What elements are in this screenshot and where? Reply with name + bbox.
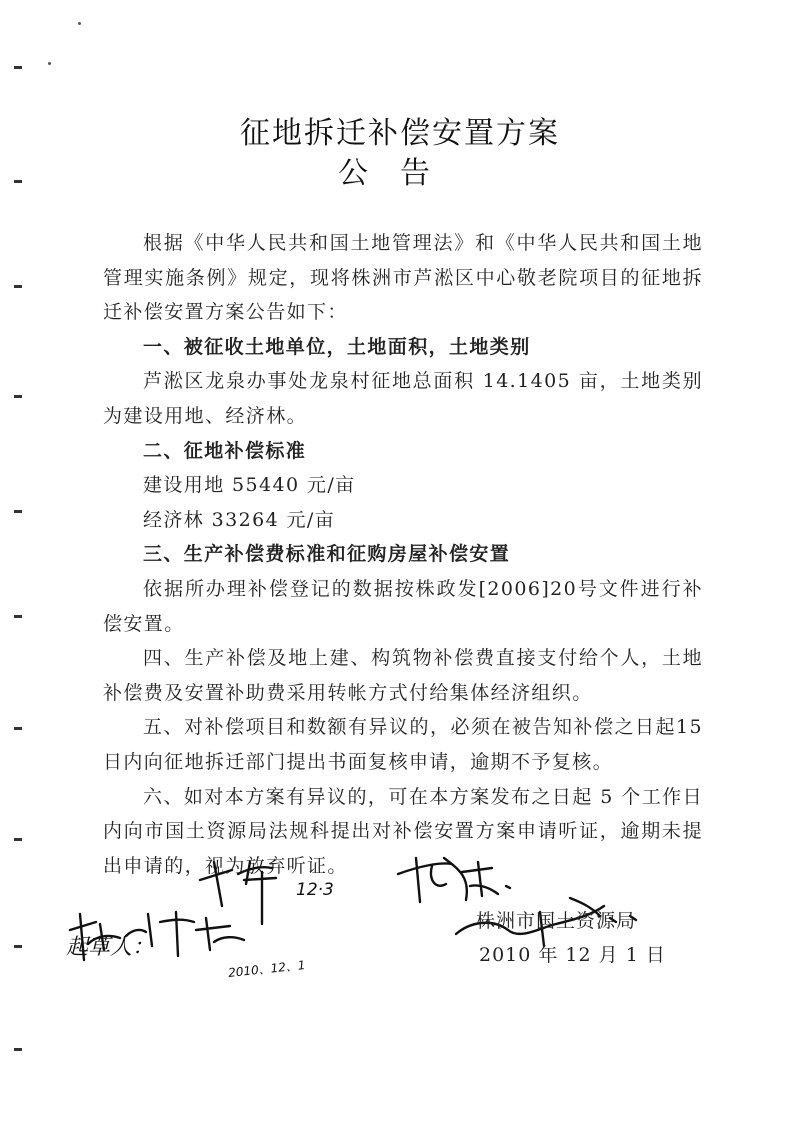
handwritten-note-date: 12·3 [296, 880, 334, 900]
binding-mark [14, 838, 22, 841]
handwritten-drafter-date: 2010、12、1 [227, 957, 307, 981]
binding-mark [14, 66, 22, 69]
scan-speck [78, 22, 81, 25]
section-heading-2: 二、征地补偿标准 [143, 439, 307, 462]
binding-mark [14, 395, 22, 398]
paragraph-payment-method: 四、生产补偿及地上建、构筑物补偿费直接支付给个人，土地补偿费及安置补助费采用转帐方式付给集体经济组织。 [103, 647, 703, 704]
issue-date: 2010 年 12 月 1 日 [479, 944, 666, 966]
binding-mark [14, 727, 22, 730]
paragraph-forest-rate: 经济林 33264 元/亩 [143, 508, 336, 531]
paragraph-hearing: 六、如对本方案有异议的，可在本方案发布之日起 5 个工作日内向市国土资源局法规科提出对补偿安置方案申请听证，逾期未提出申请的，视为放弃听证。 [103, 785, 703, 877]
handwritten-drafter-label: 起草人： [66, 935, 155, 960]
document-title: 征地拆迁补偿安置方案 [240, 116, 560, 151]
paragraph-compensation-basis: 依据所办理补偿登记的数据按株政发[2006]20号文件进行补偿安置。 [103, 577, 703, 635]
binding-mark [14, 615, 22, 618]
section-heading-3: 三、生产补偿费标准和征购房屋补偿安置 [143, 543, 511, 566]
paragraph-land-info: 芦淞区龙泉办事处龙泉村征地总面积 14.1405 亩，土地类别为建设用地、经济林。 [103, 370, 703, 427]
document-body [103, 226, 703, 883]
issuer-name: 株洲市国土资源局 [476, 910, 637, 932]
document-subtitle: 公告 [338, 156, 462, 191]
paragraph-intro: 根据《中华人民共和国土地管理法》和《中华人民共和国土地管理实施条例》规定，现将株洲市芦淞区中心敬老院项目的征地拆迁补偿安置方案公告如下： [103, 232, 703, 324]
paragraph-construction-rate: 建设用地 55440 元/亩 [143, 474, 356, 497]
paragraph-objection-review: 五、对补偿项目和数额有异议的，必须在被告知补偿之日起15日内向征地拆迁部门提出书面复核申请，逾期不予复核。 [103, 716, 703, 773]
binding-mark [14, 945, 22, 948]
binding-mark [14, 510, 22, 513]
section-heading-1: 一、被征收土地单位，土地面积，土地类别 [143, 335, 531, 358]
binding-mark [14, 285, 22, 288]
binding-mark [14, 1048, 22, 1051]
scan-speck [48, 62, 51, 65]
